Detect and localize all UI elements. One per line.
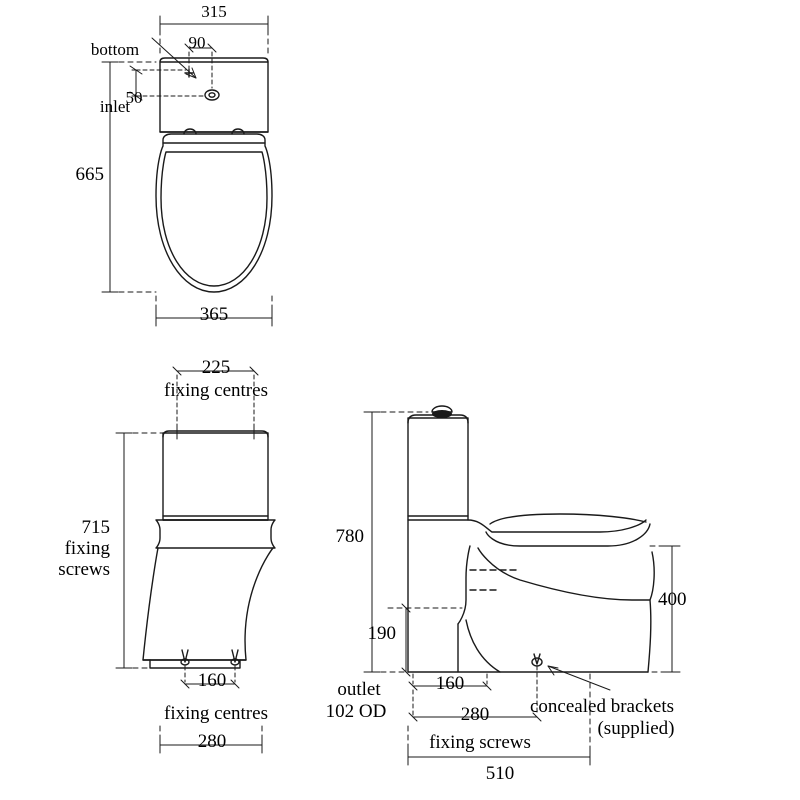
- label-plan-665: 665: [75, 164, 104, 185]
- label-front-225: 225: [201, 357, 231, 378]
- label-side-fixing-screws: fixing screws: [429, 732, 531, 753]
- label-front-fixing-centres-bottom: fixing centres: [164, 703, 268, 724]
- label-plan-315: 315: [201, 2, 227, 21]
- label-plan-90: 90: [188, 33, 206, 52]
- label-front-715: 715: [81, 517, 110, 538]
- label-front-280: 280: [197, 731, 227, 752]
- label-side-400: 400: [658, 589, 687, 610]
- label-side-outlet: outlet: [337, 679, 381, 700]
- label-front-160: 160: [197, 670, 227, 691]
- label-side-510: 510: [485, 763, 515, 784]
- label-side-280: 280: [460, 704, 490, 725]
- label-concealed-brackets: concealed brackets: [530, 696, 674, 717]
- front-view-dimensions: [116, 367, 262, 753]
- label-side-780: 780: [335, 526, 364, 547]
- side-view-geometry: [408, 406, 654, 672]
- plan-view-geometry: [156, 58, 272, 292]
- label-bottom-inlet: [68, 2, 162, 154]
- label-side-190: 190: [367, 623, 396, 644]
- label-plan-365: 365: [199, 304, 229, 325]
- label-concealed-brackets-supplied: (supplied): [597, 718, 675, 739]
- label-front-715-fixing: fixing: [64, 538, 110, 559]
- label-front-715-screws: screws: [58, 559, 110, 580]
- label-front-fixing-centres-top: fixing centres: [164, 380, 268, 401]
- label-plan-50: 50: [125, 88, 143, 107]
- label-side-160: 160: [435, 673, 465, 694]
- label-side-outlet-102: 102 OD: [325, 701, 387, 722]
- label-bottom-inlet-line2: inlet: [99, 97, 131, 116]
- front-view-geometry: [143, 431, 275, 668]
- label-bottom-inlet-line1: bottom: [90, 40, 140, 59]
